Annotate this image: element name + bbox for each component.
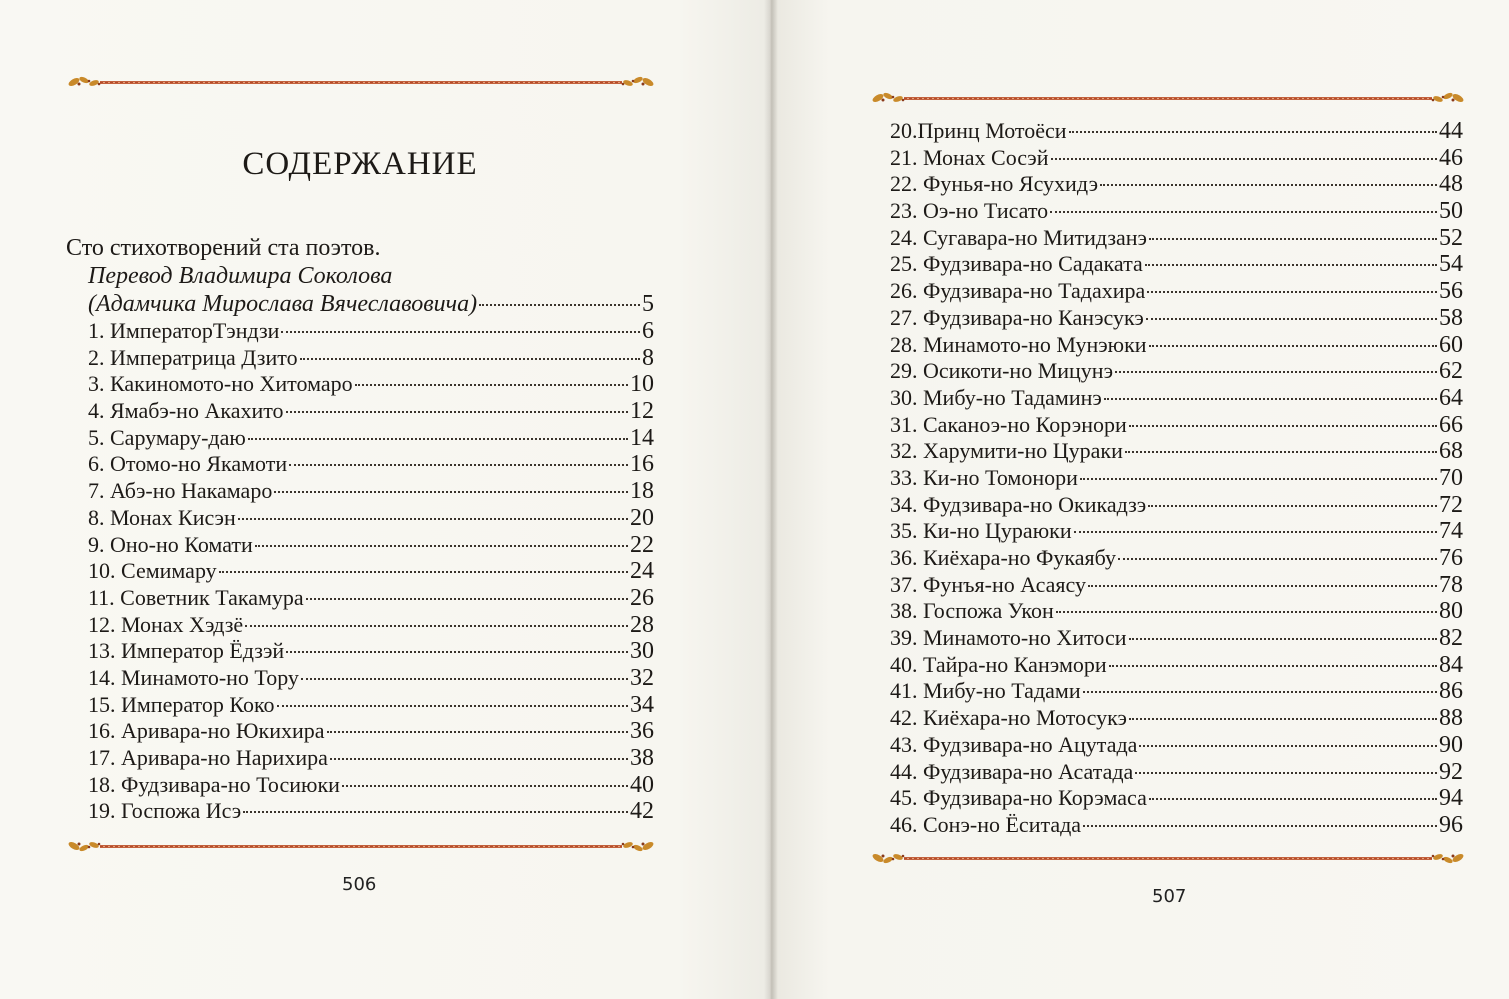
leader-dots — [1125, 451, 1437, 453]
ornament-line — [100, 81, 622, 84]
toc-entry[interactable] — [88, 451, 654, 478]
entry-name: 1. ИмператорТэндзи — [88, 318, 280, 343]
leader-dots — [1129, 718, 1437, 720]
entry-name: 8. Монах Кисэн — [88, 504, 236, 530]
page-ref: 54 — [1439, 251, 1463, 278]
entry-name: 13. Император Ёдзэй — [88, 638, 285, 664]
entry-name: 9. Оно-но Комати — [88, 531, 253, 557]
leader-dots — [1069, 131, 1437, 133]
toc-entry[interactable] — [88, 478, 654, 505]
entry-name: 23. Оэ-но Тисато — [890, 198, 1049, 224]
entry-name: 20.Принц Мотоёси — [890, 118, 1067, 143]
page-ref: 30 — [630, 638, 654, 665]
entry-name: 16. Аривара-но Юкихира — [88, 718, 325, 744]
page-ref: 80 — [1439, 598, 1463, 625]
leader-dots — [238, 518, 628, 520]
entry-name: 34. Фудзивара-но Окикадзэ — [890, 491, 1147, 517]
toc-entry[interactable] — [890, 572, 1463, 599]
entry-name: 26. Фудзивара-но Тадахира — [890, 278, 1146, 304]
page-ref: 28 — [630, 611, 654, 638]
entry-name: 28. Минамото-но Мунэюки — [890, 331, 1147, 357]
entry-name: 40. Тайра-но Канэмори — [890, 651, 1107, 677]
entry-name: 43. Фудзивара-но Ацутада — [890, 731, 1138, 757]
intro-translator: Перевод Владимира Соколова — [88, 263, 393, 289]
bottom-ornament-border — [870, 850, 1466, 866]
entry-name: 2. Императрица Дзито — [88, 344, 298, 370]
entry-name: 7. Абэ-но Накамаро — [88, 478, 273, 504]
page-ref: 84 — [1439, 651, 1463, 678]
page-ref: 34 — [630, 691, 654, 718]
leader-dots — [1139, 745, 1437, 747]
entry-name: 45. Фудзивара-но Корэмаса — [890, 785, 1147, 811]
leader-dots — [1074, 531, 1437, 533]
page-ref: 5 — [642, 291, 654, 317]
leader-dots — [306, 598, 628, 600]
page-ref: 44 — [1439, 118, 1463, 144]
toc-entry[interactable] — [890, 732, 1463, 759]
toc-entry[interactable] — [890, 251, 1463, 278]
entry-name: 10. Семимару — [88, 558, 217, 584]
page-ref: 22 — [630, 531, 654, 558]
entry-name: 44. Фудзивара-но Асатада — [890, 758, 1134, 784]
leader-dots — [1056, 611, 1437, 613]
page-ref: 40 — [630, 771, 654, 798]
leaf-ornament-icon — [1426, 90, 1466, 106]
intro-block — [66, 234, 654, 318]
entry-name: 46. Сонэ-но Ёситада — [890, 811, 1082, 837]
top-ornament-border — [870, 90, 1466, 106]
page-ref: 18 — [630, 478, 654, 505]
page-ref: 70 — [1439, 464, 1463, 491]
toc-entry[interactable] — [88, 505, 654, 532]
page-ref: 38 — [630, 745, 654, 771]
entry-name: 24. Сугавара-но Митидзанэ — [890, 224, 1147, 250]
leaf-ornament-icon — [616, 838, 656, 854]
leader-dots — [1149, 798, 1437, 800]
toc-entry[interactable] — [88, 585, 654, 612]
toc-entry[interactable] — [890, 518, 1463, 545]
entry-name: 36. Киёхара-но Фукаябу — [890, 545, 1117, 570]
contents-heading: СОДЕРЖАНИЕ — [242, 146, 478, 182]
leaf-ornament-icon — [66, 838, 106, 854]
entry-name: 21. Монах Сосэй — [890, 144, 1049, 170]
entry-name: 41. Мибу-но Тадами — [890, 678, 1081, 704]
page-ref: 62 — [1439, 358, 1463, 385]
top-ornament-border — [66, 74, 656, 90]
toc-entry[interactable] — [88, 558, 654, 585]
entry-name: 32. Харумити-но Цураки — [890, 438, 1123, 464]
leader-dots — [277, 705, 628, 707]
entry-name: 42. Киёхара-но Мотосукэ — [890, 705, 1127, 731]
entry-name: 31. Саканоэ-но Корэнори — [890, 411, 1127, 437]
toc-entry[interactable] — [890, 812, 1463, 839]
leader-dots — [1129, 638, 1438, 640]
entry-name: 29. Осикоти-но Мицунэ — [890, 358, 1114, 384]
page-ref: 6 — [642, 318, 654, 344]
leader-dots — [327, 731, 629, 733]
leader-dots — [1146, 318, 1437, 320]
toc-entry[interactable] — [88, 638, 654, 665]
page-ref: 46 — [1439, 144, 1463, 171]
toc-entry[interactable] — [890, 438, 1463, 465]
toc-list-left — [88, 318, 654, 825]
toc-entry[interactable] — [88, 345, 654, 372]
toc-entry[interactable] — [88, 718, 654, 745]
page-number: 507 — [1152, 886, 1187, 907]
page-ref: 20 — [630, 504, 654, 531]
leader-dots — [1148, 505, 1437, 507]
leaf-ornament-icon — [870, 850, 910, 866]
toc-entry[interactable] — [890, 358, 1463, 385]
leaf-ornament-icon — [616, 74, 656, 90]
page-number: 506 — [342, 874, 377, 895]
toc-entry[interactable] — [890, 705, 1463, 732]
entry-name: 39. Минамото-но Хитоси — [890, 625, 1127, 651]
toc-entry[interactable] — [88, 371, 654, 398]
leader-dots — [301, 678, 628, 680]
leader-dots — [330, 758, 628, 760]
leader-dots — [1149, 238, 1437, 240]
toc-entry[interactable] — [88, 798, 654, 825]
leader-dots — [1080, 478, 1437, 480]
entry-name: 18. Фудзивара-но Тосиюки — [88, 771, 340, 797]
toc-entry[interactable] — [890, 385, 1463, 412]
entry-name: 38. Госпожа Укон — [890, 598, 1054, 624]
ornament-line — [904, 97, 1432, 100]
page-ref: 92 — [1439, 758, 1463, 785]
entry-name: 12. Монах Хэдзё — [88, 611, 244, 637]
entry-name: 27. Фудзивара-но Канэсукэ — [890, 304, 1144, 330]
intro-translator-realname: (Адамчика Мирослава Вячеславовича) — [88, 291, 478, 317]
page-ref: 64 — [1439, 384, 1463, 411]
toc-entry[interactable] — [88, 318, 654, 345]
toc-entry[interactable] — [88, 398, 654, 425]
entry-name: 30. Мибу-но Тадаминэ — [890, 384, 1102, 410]
leader-dots — [286, 651, 628, 653]
leader-dots — [479, 304, 640, 306]
book-gutter — [764, 0, 778, 999]
toc-entry[interactable] — [88, 745, 654, 772]
leader-dots — [243, 811, 628, 813]
page-ref: 90 — [1439, 731, 1463, 758]
toc-entry[interactable] — [890, 598, 1463, 625]
toc-entry[interactable] — [88, 612, 654, 639]
ornament-line — [100, 845, 622, 848]
page-ref: 96 — [1439, 811, 1463, 838]
toc-entry[interactable] — [890, 118, 1463, 145]
leader-dots — [289, 464, 628, 466]
leader-dots — [1083, 825, 1437, 827]
leader-dots — [300, 358, 640, 360]
toc-entry[interactable] — [88, 692, 654, 719]
page-ref: 86 — [1439, 678, 1463, 705]
entry-name: 4. Ямабэ-но Акахито — [88, 398, 284, 424]
page-ref: 48 — [1439, 171, 1463, 198]
page-ref: 16 — [630, 451, 654, 478]
leader-dots — [219, 571, 628, 573]
toc-entry[interactable] — [890, 332, 1463, 359]
leader-dots — [245, 625, 628, 627]
leader-dots — [1129, 425, 1437, 427]
leaf-ornament-icon — [870, 90, 910, 106]
page-ref: 78 — [1439, 571, 1463, 598]
page-ref: 74 — [1439, 518, 1463, 545]
leader-dots — [355, 384, 628, 386]
page-ref: 56 — [1439, 278, 1463, 305]
entry-name: 11. Советник Такамура — [88, 584, 304, 610]
entry-name: 3. Какиномото-но Хитомаро — [88, 371, 353, 397]
page-ref: 8 — [642, 344, 654, 371]
leader-dots — [1050, 211, 1437, 213]
entry-name: 33. Ки-но Томонори — [890, 464, 1078, 490]
page-ref: 42 — [630, 798, 654, 825]
leader-dots — [1115, 371, 1437, 373]
page-ref: 26 — [630, 584, 654, 611]
page-ref: 60 — [1439, 331, 1463, 358]
toc-entry[interactable] — [890, 171, 1463, 198]
entry-name: 37. Фунъя-но Асаясу — [890, 571, 1086, 597]
leaf-ornament-icon — [66, 74, 106, 90]
leaf-ornament-icon — [1426, 850, 1466, 866]
toc-entry[interactable] — [890, 759, 1463, 786]
entry-name: 15. Император Коко — [88, 691, 275, 717]
leader-dots — [281, 331, 640, 333]
leader-dots — [1104, 398, 1437, 400]
page-ref: 94 — [1439, 785, 1463, 812]
toc-entry[interactable] — [890, 678, 1463, 705]
page-ref: 50 — [1439, 198, 1463, 225]
ornament-line — [904, 857, 1432, 860]
toc-entry[interactable] — [890, 652, 1463, 679]
entry-name: 14. Минамото-но Тору — [88, 664, 299, 690]
toc-entry[interactable] — [88, 425, 654, 452]
toc-entry[interactable] — [88, 665, 654, 692]
leader-dots — [1051, 158, 1437, 160]
entry-name: 19. Госпожа Исэ — [88, 798, 242, 824]
page-ref: 82 — [1439, 625, 1463, 652]
leader-dots — [248, 438, 628, 440]
page-ref: 58 — [1439, 304, 1463, 331]
right-page — [770, 0, 1509, 999]
entry-name: 22. Фунья-но Ясухидэ — [890, 171, 1099, 197]
toc-list-right — [890, 118, 1463, 839]
leader-dots — [1083, 691, 1437, 693]
entry-name: 35. Ки-но Цураюки — [890, 518, 1072, 544]
leader-dots — [1135, 772, 1437, 774]
leader-dots — [1100, 184, 1437, 186]
leader-dots — [1118, 558, 1437, 560]
toc-entry[interactable] — [890, 278, 1463, 305]
bottom-ornament-border — [66, 838, 656, 854]
page-ref: 14 — [630, 424, 654, 451]
page-ref: 72 — [1439, 491, 1463, 518]
toc-entry[interactable] — [890, 412, 1463, 439]
leader-dots — [274, 491, 628, 493]
leader-dots — [1147, 291, 1437, 293]
leader-dots — [1088, 585, 1437, 587]
page-ref: 32 — [630, 664, 654, 691]
page-ref: 68 — [1439, 438, 1463, 465]
page-ref: 88 — [1439, 705, 1463, 732]
toc-entry[interactable] — [890, 625, 1463, 652]
intro-title: Сто стихотворений ста поэтов. — [66, 235, 381, 261]
leader-dots — [342, 785, 628, 787]
toc-entry[interactable] — [890, 305, 1463, 332]
toc-entry[interactable] — [890, 492, 1463, 519]
toc-entry[interactable] — [890, 198, 1463, 225]
page-ref: 24 — [630, 558, 654, 585]
leader-dots — [286, 411, 628, 413]
page-ref: 36 — [630, 718, 654, 745]
page-ref: 12 — [630, 398, 654, 425]
leader-dots — [1145, 264, 1437, 266]
toc-entry[interactable] — [88, 772, 654, 799]
intro-translator-entry[interactable] — [66, 290, 654, 318]
entry-name: 5. Сарумару-даю — [88, 424, 246, 450]
entry-name: 17. Аривара-но Нарихира — [88, 745, 328, 770]
toc-entry[interactable] — [890, 785, 1463, 812]
toc-entry[interactable] — [88, 532, 654, 559]
entry-name: 6. Отомо-но Якамоти — [88, 451, 288, 477]
page-ref: 52 — [1439, 224, 1463, 251]
page-ref: 10 — [630, 371, 654, 398]
entry-name: 25. Фудзивара-но Садаката — [890, 251, 1143, 277]
toc-entry[interactable] — [890, 465, 1463, 492]
page-ref: 76 — [1439, 545, 1463, 571]
page-ref: 66 — [1439, 411, 1463, 438]
leader-dots — [1149, 345, 1437, 347]
toc-entry[interactable] — [890, 145, 1463, 172]
leader-dots — [1109, 665, 1437, 667]
leader-dots — [255, 545, 628, 547]
toc-entry[interactable] — [890, 225, 1463, 252]
toc-entry[interactable] — [890, 545, 1463, 572]
